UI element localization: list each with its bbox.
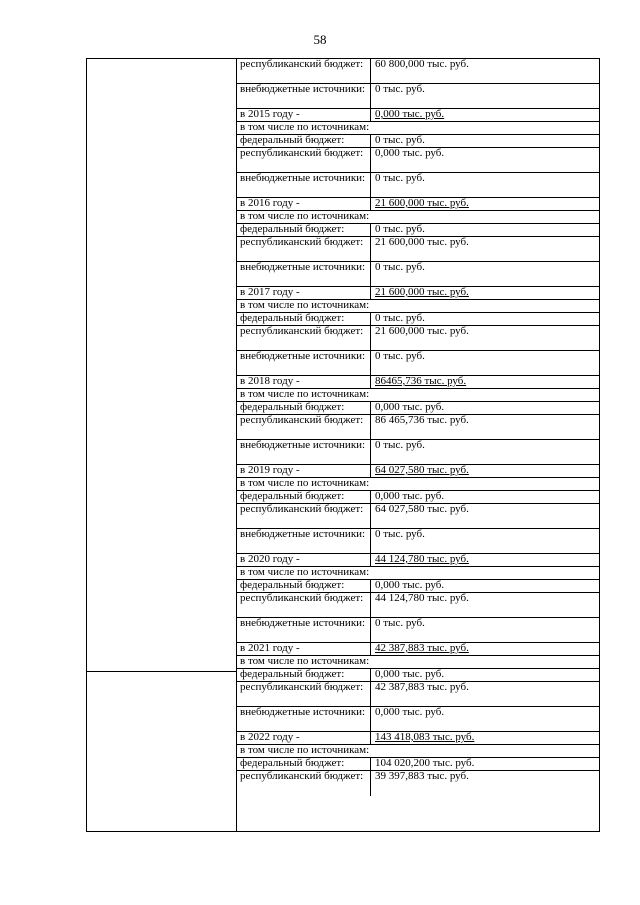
row-value: 21 600,000 тыс. руб. <box>375 325 469 337</box>
row-value: 0 тыс. руб. <box>375 172 425 184</box>
funding-row <box>237 262 599 287</box>
row-label: республиканский бюджет: <box>237 682 371 706</box>
row-label: внебюджетные источники: <box>237 618 371 642</box>
row-label: в том числе по источникам: <box>240 566 370 578</box>
funding-row <box>237 771 599 796</box>
row-value: 0,000 тыс. руб. <box>375 108 445 120</box>
row-label: республиканский бюджет: <box>237 504 371 528</box>
row-value: 21 600,000 тыс. руб. <box>375 197 469 209</box>
row-value: 0 тыс. руб. <box>375 617 425 629</box>
row-value: 86 465,736 тыс. руб. <box>375 414 469 426</box>
funding-row <box>237 504 599 529</box>
row-label: республиканский бюджет: <box>237 237 371 261</box>
row-value: 0 тыс. руб. <box>375 134 425 146</box>
row-value: 143 418,083 тыс. руб. <box>375 731 475 743</box>
row-value: 60 800,000 тыс. руб. <box>375 58 469 70</box>
row-label: федеральный бюджет: <box>237 580 371 592</box>
row-label: в 2018 году - <box>237 376 371 388</box>
row-label: в том числе по источникам: <box>240 388 370 400</box>
row-label: внебюджетные источники: <box>237 351 371 375</box>
left-column-divider <box>87 671 237 672</box>
row-value: 44 124,780 тыс. руб. <box>375 553 469 565</box>
funding-row <box>237 148 599 173</box>
row-value: 0,000 тыс. руб. <box>375 579 445 591</box>
row-value: 0,000 тыс. руб. <box>375 490 445 502</box>
funding-row <box>237 59 599 84</box>
row-value: 0 тыс. руб. <box>375 83 425 95</box>
row-value: 104 020,200 тыс. руб. <box>375 757 475 769</box>
funding-row <box>237 682 599 707</box>
row-label: внебюджетные источники: <box>237 440 371 464</box>
row-value: 0 тыс. руб. <box>375 528 425 540</box>
row-label: федеральный бюджет: <box>237 402 371 414</box>
row-label: внебюджетные источники: <box>237 529 371 553</box>
funding-row <box>237 415 599 440</box>
row-label: федеральный бюджет: <box>237 758 371 770</box>
page-number: 58 <box>313 32 327 47</box>
row-label: в том числе по источникам: <box>240 744 370 756</box>
row-value: 0,000 тыс. руб. <box>375 401 445 413</box>
row-label: республиканский бюджет: <box>237 148 371 172</box>
row-label: внебюджетные источники: <box>237 262 371 286</box>
row-label: федеральный бюджет: <box>237 224 371 236</box>
row-label: в 2017 году - <box>237 287 371 299</box>
row-label: в том числе по источникам: <box>240 210 370 222</box>
row-value: 64 027,580 тыс. руб. <box>375 503 469 515</box>
row-label: в 2016 году - <box>237 198 371 210</box>
funding-row <box>237 84 599 109</box>
row-label: в том числе по источникам: <box>240 477 370 489</box>
row-label: федеральный бюджет: <box>237 313 371 325</box>
row-label: республиканский бюджет: <box>237 593 371 617</box>
row-label: в 2020 году - <box>237 554 371 566</box>
funding-row <box>237 351 599 376</box>
row-value: 39 397,883 тыс. руб. <box>375 770 469 782</box>
row-value: 21 600,000 тыс. руб. <box>375 286 469 298</box>
row-label: в том числе по источникам: <box>240 121 370 133</box>
row-label: внебюджетные источники: <box>237 707 371 731</box>
row-value: 42 387,883 тыс. руб. <box>375 642 469 654</box>
row-value: 0 тыс. руб. <box>375 350 425 362</box>
funding-row <box>237 593 599 618</box>
row-label: республиканский бюджет: <box>237 771 371 796</box>
row-label: в 2019 году - <box>237 465 371 477</box>
left-column <box>87 59 237 831</box>
row-label: республиканский бюджет: <box>237 59 371 83</box>
row-label: республиканский бюджет: <box>237 326 371 350</box>
row-value: 0,000 тыс. руб. <box>375 706 445 718</box>
funding-table <box>86 58 600 832</box>
row-label: республиканский бюджет: <box>237 415 371 439</box>
funding-row <box>237 529 599 554</box>
row-label: в том числе по источникам: <box>240 655 370 667</box>
row-value: 44 124,780 тыс. руб. <box>375 592 469 604</box>
funding-row <box>237 173 599 198</box>
funding-row <box>237 440 599 465</box>
row-value: 0,000 тыс. руб. <box>375 668 445 680</box>
row-label: федеральный бюджет: <box>237 669 371 681</box>
row-label: федеральный бюджет: <box>237 135 371 147</box>
funding-row <box>237 326 599 351</box>
row-value: 0 тыс. руб. <box>375 439 425 451</box>
row-label: федеральный бюджет: <box>237 491 371 503</box>
funding-row <box>237 707 599 732</box>
row-value: 42 387,883 тыс. руб. <box>375 681 469 693</box>
funding-rows <box>237 59 599 796</box>
row-value: 0 тыс. руб. <box>375 223 425 235</box>
row-value: 0,000 тыс. руб. <box>375 147 445 159</box>
row-value: 64 027,580 тыс. руб. <box>375 464 469 476</box>
row-label: в том числе по источникам: <box>240 299 370 311</box>
row-label: в 2022 году - <box>237 732 371 744</box>
row-value: 21 600,000 тыс. руб. <box>375 236 469 248</box>
row-value: 0 тыс. руб. <box>375 312 425 324</box>
row-value: 0 тыс. руб. <box>375 261 425 273</box>
funding-row <box>237 237 599 262</box>
row-value: 86465,736 тыс. руб. <box>375 375 467 387</box>
row-label: в 2021 году - <box>237 643 371 655</box>
funding-row <box>237 618 599 643</box>
row-label: в 2015 году - <box>237 109 371 121</box>
row-label: внебюджетные источники: <box>237 84 371 108</box>
row-label: внебюджетные источники: <box>237 173 371 197</box>
